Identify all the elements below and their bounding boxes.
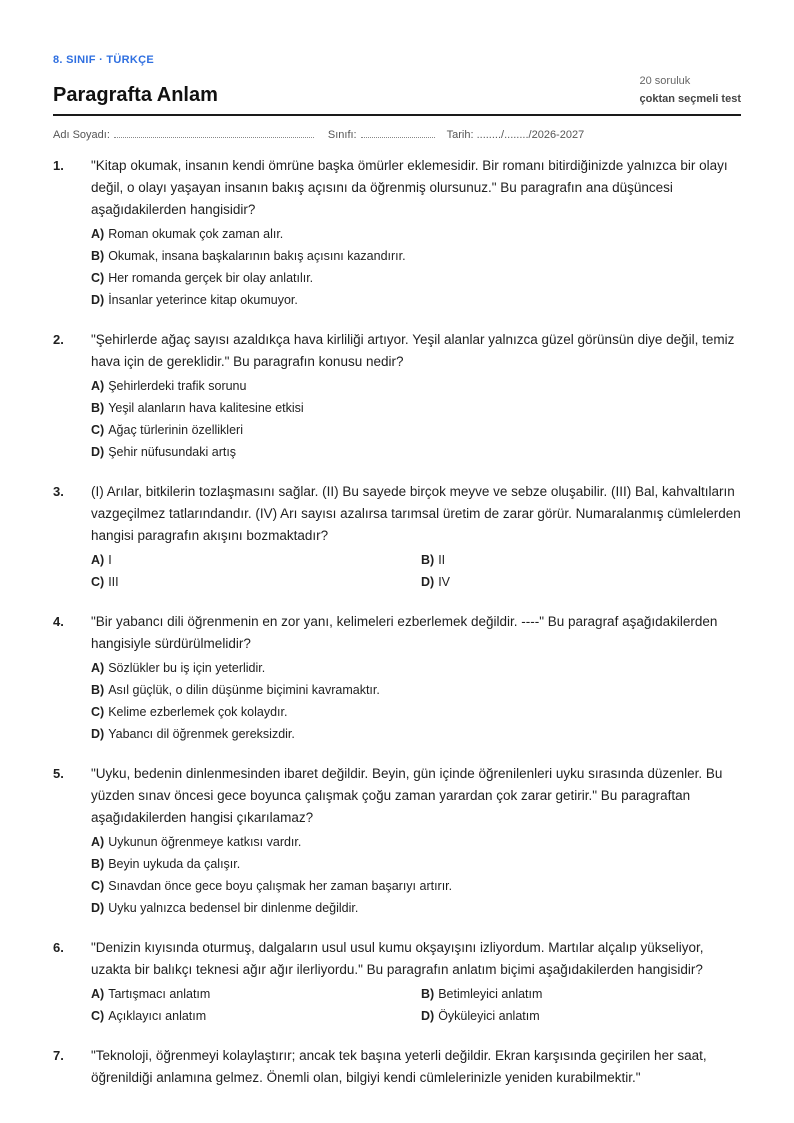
question-number: 1.: [53, 158, 64, 173]
option[interactable]: B) Beyin uykuda da çalışır.: [91, 857, 241, 871]
option[interactable]: B) II: [421, 553, 446, 567]
option[interactable]: A) Tartışmacı anlatım: [91, 987, 211, 1001]
option-list: [91, 831, 741, 919]
option[interactable]: A) Şehirlerdeki trafik sorunu: [91, 379, 247, 393]
question-number: 5.: [53, 766, 64, 781]
question: [53, 763, 741, 919]
option[interactable]: B) Betimleyici anlatım: [421, 987, 543, 1001]
question-number: 7.: [53, 1048, 64, 1063]
question-text: "Şehirlerde ağaç sayısı azaldıkça hava kirliliği artıyor. Yeşil alanlar yalnızca güzel görünsün diye değil, temiz hava için de gereklidir." Bu paragrafın konusu nedir?: [91, 332, 735, 369]
option-list: [91, 983, 741, 1027]
question: [53, 611, 741, 745]
option[interactable]: B) Okumak, insana başkalarının bakış açısını kazandırır.: [91, 249, 406, 263]
class-label: Sınıfı:: [327, 129, 357, 141]
question: [53, 1045, 741, 1091]
question-text: "Uyku, bedenin dinlenmesinden ibaret değildir. Beyin, gün içinde öğrenilenleri uyku sırasında düzenler. Bu yüzden sınav öncesi gece boyunca çalışmak çoğu zaman yarardan çok zarar getirir." Bu paragraftan aşağıdakilerden hangisi çıkarılamaz?: [91, 766, 723, 825]
student-info-fields: [53, 127, 741, 143]
option[interactable]: A) Roman okumak çok zaman alır.: [91, 227, 284, 241]
question-number: 6.: [53, 940, 64, 955]
question: [53, 937, 741, 1027]
name-label: Adı Soyadı:: [53, 129, 110, 141]
option[interactable]: D) Uyku yalnızca bedensel bir dinlenme değildir.: [91, 901, 359, 915]
option[interactable]: C) Her romanda gerçek bir olay anlatılır.: [91, 271, 314, 285]
question-text: "Denizin kıyısında oturmuş, dalgaların usul usul kumu okşayışını izliyordum. Martılar alçalıp yükseliyor, uzakta bir balıkçı teknesi ağır ağır ilerliyordu." Bu paragrafın anlatım biçimi aşağıdakilerden hangisidir?: [91, 940, 704, 977]
option[interactable]: B) Asıl güçlük, o dilin düşünme biçimini kavramaktır.: [91, 683, 380, 697]
question-number: 4.: [53, 614, 64, 629]
title-row: [53, 72, 741, 110]
question-text: "Bir yabancı dili öğrenmenin en zor yanı, kelimeleri ezberlemek değildir. ----" Bu paragraf aşağıdakilerden hangisiyle sürdürülmelidir?: [91, 614, 718, 651]
page-title: Paragrafta Anlam: [53, 84, 218, 106]
option[interactable]: A) Sözlükler bu iş için yeterlidir.: [91, 661, 266, 675]
option[interactable]: C) Ağaç türlerinin özellikleri: [91, 423, 243, 437]
option[interactable]: A) I: [91, 553, 112, 567]
question: [53, 329, 741, 463]
option[interactable]: C) III: [91, 575, 119, 589]
option-list: [91, 375, 741, 463]
question-count: 20 soruluk: [639, 75, 691, 87]
class-field[interactable]: [361, 127, 435, 138]
option[interactable]: A) Uykunun öğrenmeye katkısı vardır.: [91, 835, 302, 849]
option-list: [91, 657, 741, 745]
question-text: (I) Arılar, bitkilerin tozlaşmasını sağlar. (II) Bu sayede birçok meyve ve sebze oluşabilir. (III) Bal, kahvaltıların vazgeçilmez tatlarındandır. (IV) Arı sayısı azalırsa tarımsal üretim de zarar görür. Numaralanmış cümlelerden hangisi paragrafın akışını bozmaktadır?: [91, 484, 741, 543]
question-list: [53, 155, 741, 1109]
test-header: [53, 54, 741, 143]
question-text: "Kitap okumak, insanın kendi ömrüne başka ömürler eklemesidir. Bir romanı bitirdiğinizde yalnızca bir olayı değil, o olayı yaşayan insanın bakış açısını da öğrenmiş olursunuz." Bu paragrafın ana düşüncesi aşağıdakilerden hangisidir?: [91, 158, 728, 217]
name-field[interactable]: [114, 127, 314, 138]
test-meta: [640, 72, 742, 110]
option[interactable]: D) İnsanlar yeterince kitap okumuyor.: [91, 293, 298, 307]
question: [53, 155, 741, 311]
option[interactable]: C) Kelime ezberlemek çok kolaydır.: [91, 705, 288, 719]
question-text: "Teknoloji, öğrenmeyi kolaylaştırır; ancak tek başına yeterli değildir. Ekran karşısında geçirilen her saat, öğrenildiği anlamına gelmez. Önemli olan, bilgiyi kendi cümlelerinizle yeniden kurabilmektir.": [91, 1048, 707, 1085]
test-type: çoktan seçmeli test: [639, 93, 741, 105]
header-divider: [53, 114, 741, 116]
option[interactable]: C) Açıklayıcı anlatım: [91, 1009, 207, 1023]
option-list: [91, 223, 741, 311]
question-number: 3.: [53, 484, 64, 499]
option[interactable]: D) IV: [421, 575, 451, 589]
option[interactable]: C) Sınavdan önce gece boyu çalışmak her zaman başarıyı artırır.: [91, 879, 453, 893]
date-label: Tarih: ......../......../2026-2027: [446, 129, 585, 141]
option-list: [91, 549, 741, 593]
option[interactable]: D) Yabancı dil öğrenmek gereksizdir.: [91, 727, 295, 741]
question: [53, 481, 741, 593]
grade-subject-label: 8. SINIF · TÜRKÇE: [53, 54, 155, 66]
question-number: 2.: [53, 332, 64, 347]
option[interactable]: B) Yeşil alanların hava kalitesine etkisi: [91, 401, 304, 415]
option[interactable]: D) Şehir nüfusundaki artış: [91, 445, 237, 459]
option[interactable]: D) Öyküleyici anlatım: [421, 1009, 540, 1023]
